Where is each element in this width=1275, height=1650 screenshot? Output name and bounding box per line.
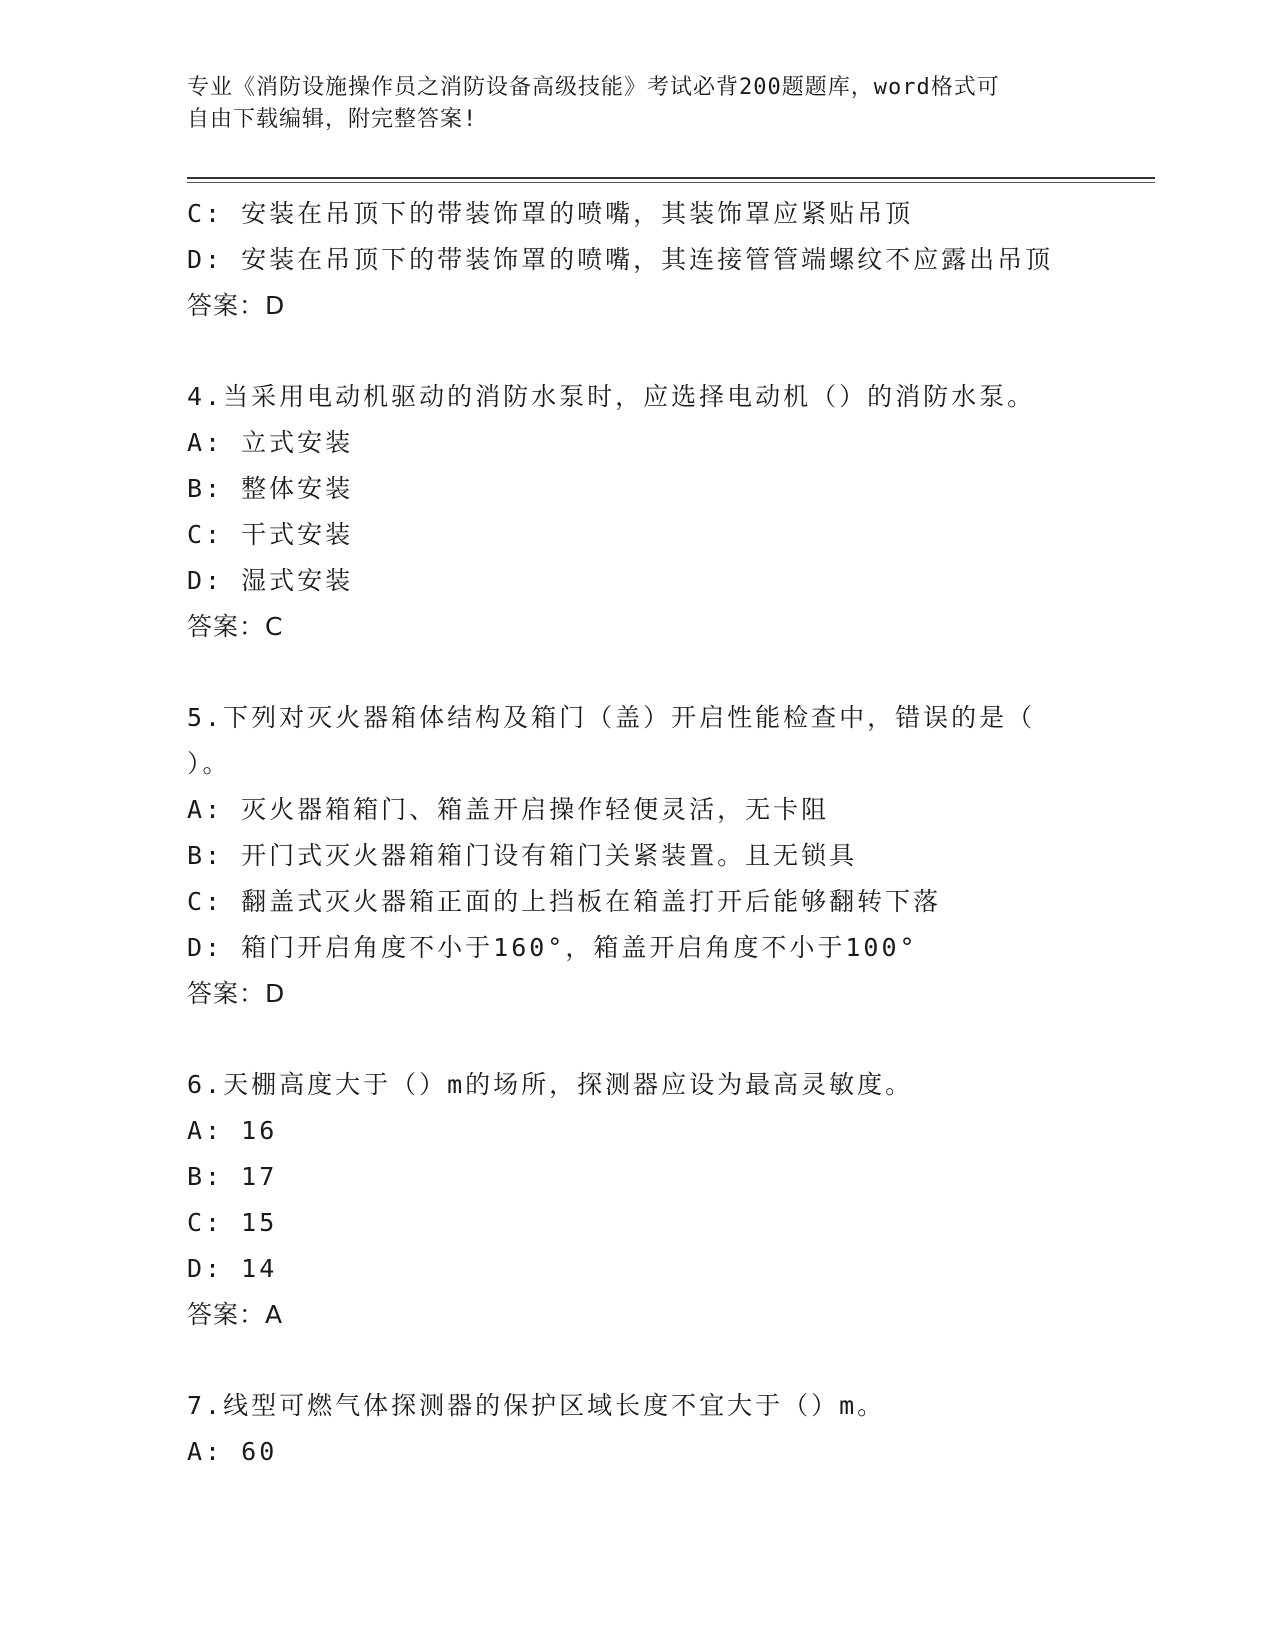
option-d: D: 安装在吊顶下的带装饰罩的喷嘴，其连接管管端螺纹不应露出吊顶 — [187, 245, 1054, 274]
header-divider-thin — [187, 182, 1155, 183]
question-stem: 6.天棚高度大于（）m的场所，探测器应设为最高灵敏度。 — [187, 1070, 914, 1099]
header-line-1: 专业《消防设施操作员之消防设备高级技能》考试必背200题题库，word格式可 — [187, 75, 1000, 100]
header-divider-thick — [187, 177, 1155, 179]
option-c: C: 安装在吊顶下的带装饰罩的喷嘴，其装饰罩应紧贴吊顶 — [187, 199, 914, 228]
question-3-continued — [187, 191, 1167, 329]
question-stem: 7.线型可燃气体探测器的保护区域长度不宜大于（）m。 — [187, 1391, 886, 1420]
answer-line: 答案：C — [187, 612, 284, 641]
option-a: A: 60 — [187, 1437, 278, 1466]
option-d: D: 湿式安装 — [187, 566, 354, 595]
option-d: D: 箱门开启角度不小于160°，箱盖开启角度不小于100° — [187, 933, 918, 962]
answer-line: 答案：D — [187, 291, 286, 320]
option-b: B: 开门式灭火器箱箱门设有箱门关紧装置。且无锁具 — [187, 841, 858, 870]
option-c: C: 干式安装 — [187, 520, 354, 549]
answer-line: 答案：D — [187, 979, 286, 1008]
option-a: A: 立式安装 — [187, 428, 354, 457]
option-a: A: 16 — [187, 1116, 278, 1145]
question-4 — [187, 374, 1167, 650]
question-list — [187, 191, 1167, 1475]
option-c: C: 15 — [187, 1208, 278, 1237]
question-7 — [187, 1383, 1167, 1475]
question-5 — [187, 695, 1167, 1017]
question-stem-continued: ）。 — [187, 749, 231, 778]
answer-line: 答案：A — [187, 1300, 284, 1329]
option-a: A: 灭火器箱箱门、箱盖开启操作轻便灵活，无卡阻 — [187, 795, 830, 824]
option-c: C: 翻盖式灭火器箱正面的上挡板在箱盖打开后能够翻转下落 — [187, 887, 942, 916]
question-stem: 5.下列对灭火器箱体结构及箱门（盖）开启性能检查中，错误的是（ — [187, 703, 1036, 732]
header-line-2: 自由下载编辑，附完整答案! — [187, 107, 478, 132]
option-b: B: 整体安装 — [187, 474, 354, 503]
document-header — [187, 72, 1087, 136]
question-6 — [187, 1062, 1167, 1338]
option-d: D: 14 — [187, 1254, 278, 1283]
option-b: B: 17 — [187, 1162, 278, 1191]
question-stem: 4.当采用电动机驱动的消防水泵时，应选择电动机（）的消防水泵。 — [187, 382, 1036, 411]
